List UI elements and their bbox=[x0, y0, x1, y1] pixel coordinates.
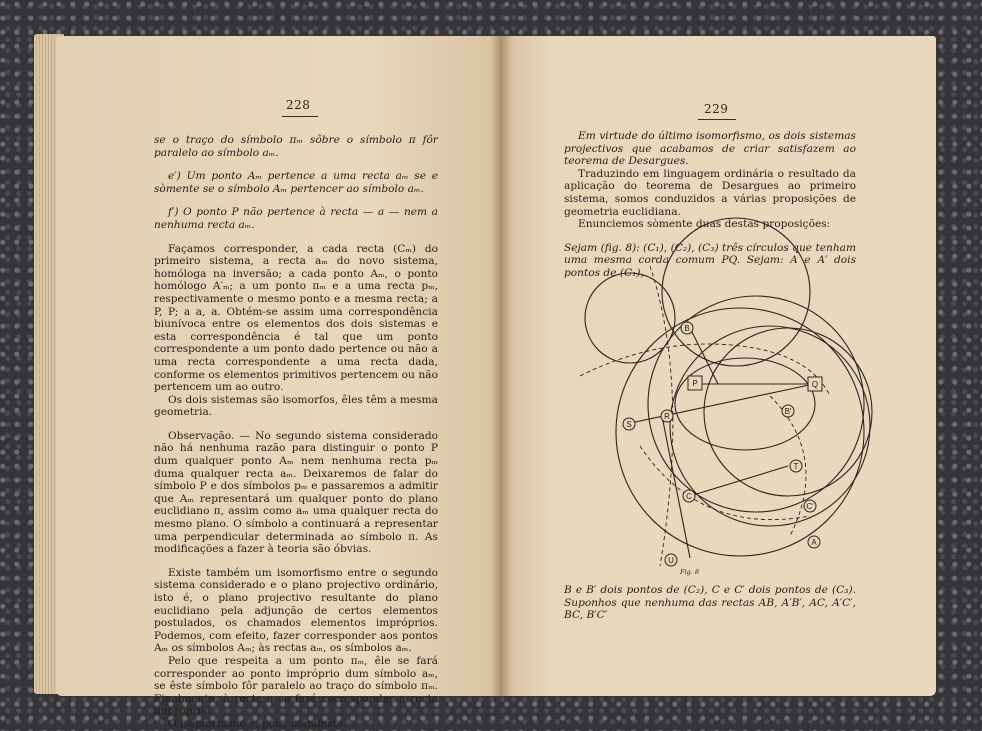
paragraph: Pelo que respeita a um ponto πₘ, êle se fará corresponder ao ponto impróprio dum símbolo aₘ, se êste símbolo fôr paralelo ao traço do símbolo πₘ. Finalmente, à recta a se fará corresponder a recta imprópria. bbox=[154, 654, 438, 718]
svg-text:C′: C′ bbox=[806, 502, 814, 511]
point-marker bbox=[623, 418, 635, 430]
svg-text:C: C bbox=[686, 492, 692, 501]
paragraph: Façamos corresponder, a cada recta (Cₘ) do primeiro sistema, a recta aₘ do novo sistema, homóloga na inversão; a cada ponto Aₘ, o ponto homólogo A′ₘ; a um ponto πₘ e a uma recta pₘ, respectivamente o mesmo ponto e a mesma recta; a P, P; a a, a. Obtém-se assim uma correspondência biunívoca entre os elementos dos dois sistemas e esta correspondência é tal que um ponto correspondente a um ponto dado pertence ou não a uma recta correspondente a uma recta dada, conforme os elementos primitivos pertencem ou não pertencem um ao outro. bbox=[154, 242, 438, 394]
point-marker bbox=[804, 500, 816, 512]
svg-text:P: P bbox=[692, 379, 698, 388]
right-page bbox=[500, 36, 936, 696]
right-page-text-bottom: B e B′ dois pontos de (C₂), C e C′ dois pontos de (C₃). Suponhos que nenhuma das rectas AB, A′B′, AC, A′C′, BC, B′C′ bbox=[564, 584, 856, 622]
point-marker bbox=[688, 376, 702, 390]
page-number-rule-right bbox=[698, 119, 736, 120]
line-segment bbox=[662, 416, 690, 558]
svg-text:B′: B′ bbox=[784, 407, 792, 416]
svg-text:T: T bbox=[793, 462, 799, 471]
paragraph: Em virtude do último isomorfismo, os dois sistemas projectivos que acabamos de criar satisfazem ao teorema de Desargues. bbox=[564, 130, 856, 168]
paragraph: se o traço do símbolo πₘ sôbre o símbolo π fôr paralelo ao símbolo aₘ. bbox=[154, 134, 438, 159]
paragraph: Os dois sistemas são isomorfos, êles têm a mesma geometria. bbox=[154, 393, 438, 419]
point-marker bbox=[808, 377, 822, 391]
point-marker bbox=[808, 536, 820, 548]
line-segment bbox=[690, 466, 788, 496]
svg-text:S: S bbox=[626, 420, 632, 429]
point-marker bbox=[681, 322, 693, 334]
figure-8 bbox=[570, 236, 870, 571]
paragraph: Traduzindo em linguagem ordinária o resultado da aplicação do teorema de Desargues ao primeiro sistema, somos conduzidos a várias proposições de geometria euclidiana. bbox=[564, 167, 856, 218]
page-number-right: 229 bbox=[704, 102, 729, 116]
point-marker bbox=[683, 490, 695, 502]
svg-text:Q: Q bbox=[811, 380, 819, 389]
left-page bbox=[56, 36, 500, 730]
svg-text:B: B bbox=[684, 324, 690, 333]
circle-outline bbox=[648, 296, 864, 512]
line-segment bbox=[626, 384, 814, 424]
left-page-text bbox=[154, 134, 438, 731]
ellipse-outline bbox=[675, 358, 815, 450]
paragraph: O isomorfismo é, pois, manifesto. bbox=[168, 717, 347, 730]
paragraph: Observação. — No segundo sistema considerado não há nenhuma razão para distinguir o ponto P dum qualquer ponto Aₘ nem nenhuma recta pₘ duma qualquer recta aₘ. Deixaremos de falar do símbolo P e dos símbolos pₘ e passaremos a admitir que Aₘ representará um qualquer ponto do plano euclidiano π, assim como aₘ uma qualquer recta do mesmo plano. O símbolo a continuará a representar uma perpendicular determinada ao símbolo π. As modificações a fazer à teoria são óbvias. bbox=[154, 429, 438, 556]
page-number-left: 228 bbox=[286, 98, 311, 112]
point-marker bbox=[661, 410, 673, 422]
svg-text:A: A bbox=[811, 538, 817, 547]
paragraph: e′) Um ponto Aₘ pertence a uma recta aₘ se e sòmente se o símbolo Aₘ pertencer ao símbolo aₘ. bbox=[154, 170, 438, 195]
circle-outline bbox=[585, 273, 675, 363]
svg-text:U: U bbox=[668, 556, 674, 565]
svg-text:R: R bbox=[664, 412, 670, 421]
paragraph: Enunciemos sòmente duas destas proposições: bbox=[578, 218, 831, 231]
point-marker bbox=[782, 405, 794, 417]
point-marker bbox=[665, 554, 677, 566]
circle-outline bbox=[616, 308, 864, 556]
paragraph: Sejam (fig. 8): (C₁), (C₂), (C₃) três círculos que tenham uma mesma corda comum PQ. Sejam: A e A′ dois pontos de (C₁), bbox=[564, 241, 856, 279]
paragraph: f′) O ponto P não pertence à recta — a — nem a nenhuma recta aₘ. bbox=[154, 206, 438, 231]
figure-caption: Fig. 8 bbox=[680, 568, 700, 576]
page-number-rule-left bbox=[282, 116, 318, 117]
paragraph: Existe também um isomorfismo entre o segundo sistema considerado e o plano projectivo ordinário, isto é, o plano projectivo resultante do plano euclidiano pela adjunção de certos elementos postulados, os chamados elementos impróprios. Podemos, com efeito, fazer corresponder aos pontos Aₘ os símbolos Aₘ; às rectas aₘ, os símbolos aₘ. bbox=[154, 566, 438, 655]
point-marker bbox=[790, 460, 802, 472]
circle-outline bbox=[662, 218, 810, 366]
